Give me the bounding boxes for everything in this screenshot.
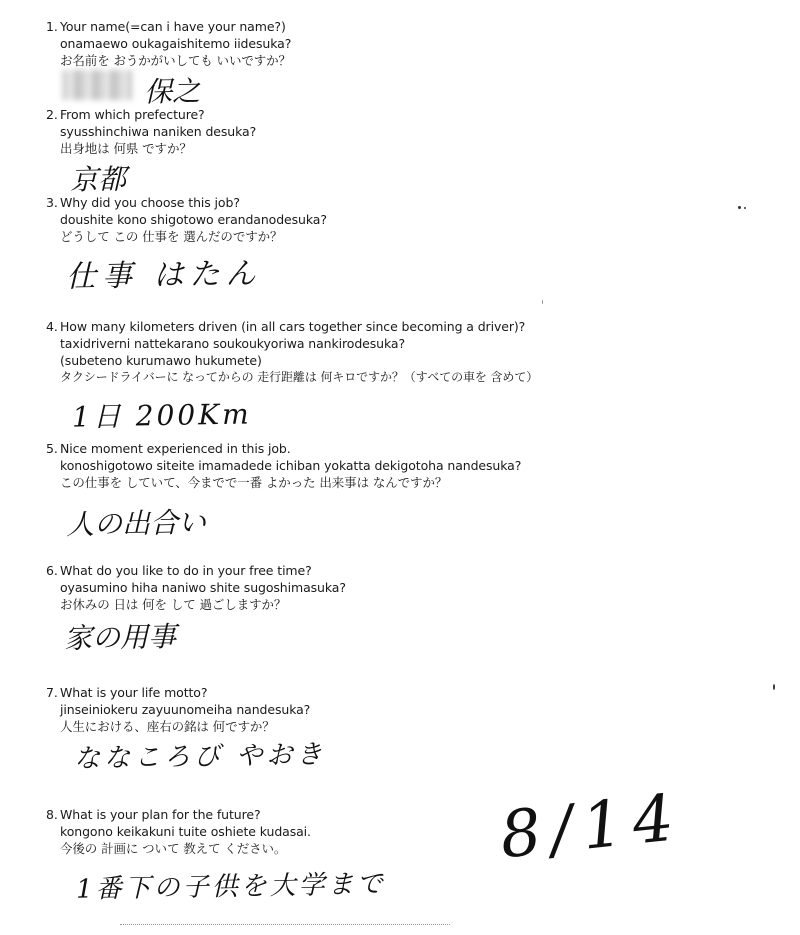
question-romaji: taxidriverni nattekarano soukoukyoriwa nankirodesuka? xyxy=(60,336,406,351)
question-english: Nice moment experienced in this job. xyxy=(60,441,291,456)
answer-2: 京都 xyxy=(69,162,127,197)
question-number: 1. xyxy=(46,19,58,34)
question-1 xyxy=(46,18,646,69)
answer-5: 人の出合い xyxy=(65,505,207,542)
question-romaji: kongono keikakuni tuite oshiete kudasai. xyxy=(60,824,311,839)
question-4 xyxy=(46,318,646,386)
scan-speck xyxy=(773,684,775,690)
question-3 xyxy=(46,194,646,245)
question-number: 2. xyxy=(46,107,58,122)
question-romaji-2: (subeteno kurumawo hukumete) xyxy=(60,353,262,368)
question-japanese: 出身地は 何県 ですか？ xyxy=(60,141,192,156)
question-japanese: タクシードライバーに なってからの 走行距離は 何キロですか？（すべての車を 含めて） xyxy=(60,370,539,384)
cut-off-bottom-text xyxy=(120,924,450,935)
question-romaji: syusshinchiwa naniken desuka? xyxy=(60,124,257,139)
question-japanese: 今後の 計画に ついて 教えて ください。 xyxy=(60,841,287,856)
scan-speck xyxy=(744,207,746,209)
question-romaji: jinseiniokeru zayuunomeiha nandesuka? xyxy=(60,702,311,717)
scan-speck xyxy=(542,300,543,304)
question-number: 7. xyxy=(46,685,58,700)
question-5 xyxy=(46,440,646,491)
question-romaji: onamaewo oukagaishitemo iidesuka? xyxy=(60,36,292,51)
answer-6: 家の用事 xyxy=(63,620,177,655)
answer-7: ななころび やおき xyxy=(73,739,327,775)
question-japanese: お名前を おうかがいしても いいですか？ xyxy=(60,53,291,68)
question-romaji: doushite kono shigotowo erandanodesuka? xyxy=(60,212,327,227)
question-number: 6. xyxy=(46,563,58,578)
question-number: 3. xyxy=(46,195,58,210)
question-english: What is your life motto? xyxy=(60,685,208,700)
redacted-name-blur xyxy=(62,70,132,100)
question-english: Why did you choose this job? xyxy=(60,195,240,210)
question-japanese: この仕事を していて、今までで一番 よかった 出来事は なんですか？ xyxy=(60,475,448,490)
question-number: 4. xyxy=(46,319,58,334)
answer-4: 1日 200Km xyxy=(71,397,252,434)
answer-3: 仕事 はたん xyxy=(65,256,262,295)
question-japanese: 人生における、座右の銘は 何ですか？ xyxy=(60,719,275,734)
question-number: 5. xyxy=(46,441,58,456)
question-6 xyxy=(46,562,646,613)
question-romaji: oyasumino hiha naniwo shite sugoshimasuka? xyxy=(60,580,346,595)
question-english: How many kilometers driven (in all cars together since becoming a driver)? xyxy=(60,319,526,334)
scan-speck xyxy=(738,206,741,209)
question-english: What do you like to do in your free time? xyxy=(60,563,312,578)
answer-1: 保之 xyxy=(143,74,201,109)
question-english: Your name(=can i have your name?) xyxy=(60,19,286,34)
question-romaji: konoshigotowo siteite imamadede ichiban yokatta dekigotoha nandesuka? xyxy=(60,458,522,473)
handwritten-side-note: 8/14 xyxy=(496,780,688,874)
answer-8: 1番下の子供を大学まで xyxy=(75,869,386,905)
question-english: What is your plan for the future? xyxy=(60,807,261,822)
question-japanese: どうして この 仕事を 選んだのですか？ xyxy=(60,229,283,244)
question-japanese: お休みの 日は 何を して 過ごしますか？ xyxy=(60,597,287,612)
question-7 xyxy=(46,684,646,735)
question-2 xyxy=(46,106,646,157)
question-number: 8. xyxy=(46,807,58,822)
question-english: From which prefecture? xyxy=(60,107,205,122)
